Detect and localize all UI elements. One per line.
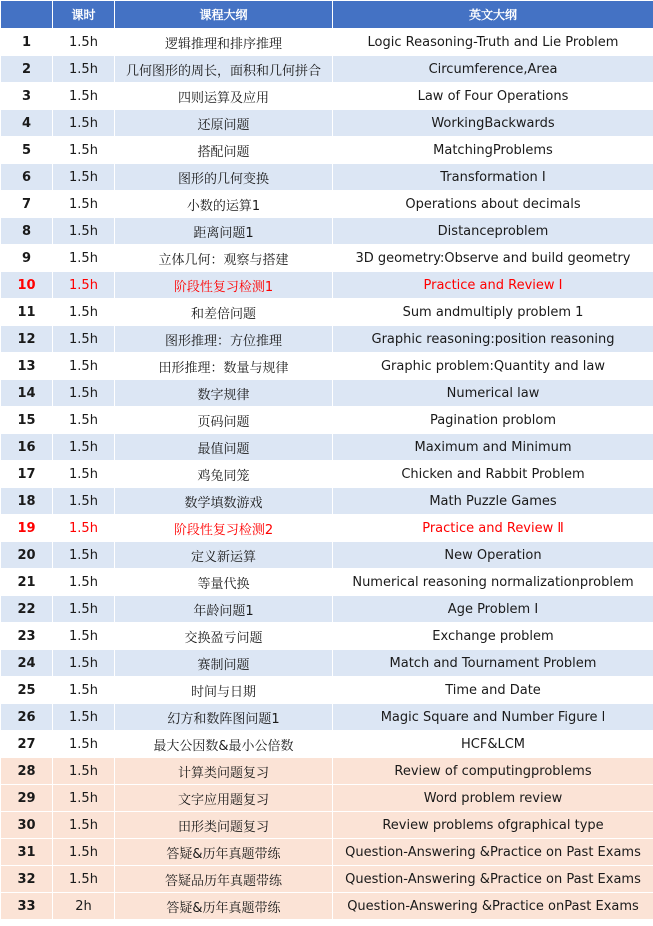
table-row <box>1 488 653 515</box>
row-number-cell: 14 <box>1 380 53 407</box>
english-outline-cell: Numerical law <box>333 380 653 407</box>
hours-cell: 1.5h <box>53 515 115 542</box>
chinese-outline-cell: 定义新运算 <box>115 542 333 569</box>
chinese-outline-cell: 鸡兔同笼 <box>115 461 333 488</box>
english-outline-cell: Practice and Review I <box>333 272 653 299</box>
row-number-cell: 4 <box>1 110 53 137</box>
row-number-cell: 29 <box>1 785 53 812</box>
row-number-cell: 20 <box>1 542 53 569</box>
hours-cell: 1.5h <box>53 542 115 569</box>
table-row <box>1 245 653 272</box>
row-number-cell: 1 <box>1 29 53 56</box>
header-chinese-outline: 课程大纲 <box>115 1 333 29</box>
chinese-outline-cell: 等量代换 <box>115 569 333 596</box>
row-number-cell: 2 <box>1 56 53 83</box>
hours-cell: 1.5h <box>53 434 115 461</box>
english-outline-cell: Graphic problem:Quantity and law <box>333 353 653 380</box>
row-number-cell: 8 <box>1 218 53 245</box>
chinese-outline-cell: 答疑&历年真题带练 <box>115 893 333 920</box>
hours-cell: 1.5h <box>53 623 115 650</box>
english-outline-cell: Time and Date <box>333 677 653 704</box>
row-number-cell: 32 <box>1 866 53 893</box>
chinese-outline-cell: 计算类问题复习 <box>115 758 333 785</box>
row-number-cell: 21 <box>1 569 53 596</box>
table-row <box>1 29 653 56</box>
table-row <box>1 623 653 650</box>
table-row <box>1 110 653 137</box>
row-number-cell: 9 <box>1 245 53 272</box>
hours-cell: 1.5h <box>53 218 115 245</box>
english-outline-cell: Transformation I <box>333 164 653 191</box>
chinese-outline-cell: 文字应用题复习 <box>115 785 333 812</box>
chinese-outline-cell: 逻辑推理和排序推理 <box>115 29 333 56</box>
hours-cell: 1.5h <box>53 488 115 515</box>
english-outline-cell: Law of Four Operations <box>333 83 653 110</box>
chinese-outline-cell: 赛制问题 <box>115 650 333 677</box>
hours-cell: 1.5h <box>53 731 115 758</box>
chinese-outline-cell: 距离问题1 <box>115 218 333 245</box>
hours-cell: 1.5h <box>53 677 115 704</box>
hours-cell: 1.5h <box>53 191 115 218</box>
row-number-cell: 24 <box>1 650 53 677</box>
table-row <box>1 434 653 461</box>
english-outline-cell: Operations about decimals <box>333 191 653 218</box>
header-hours: 课时 <box>53 1 115 29</box>
english-outline-cell: Question-Answering &Practice on Past Exams <box>333 866 653 893</box>
english-outline-cell: Circumference,Area <box>333 56 653 83</box>
table-row <box>1 515 653 542</box>
header-english-outline: 英文大纲 <box>333 1 653 29</box>
row-number-cell: 22 <box>1 596 53 623</box>
english-outline-cell: Match and Tournament Problem <box>333 650 653 677</box>
chinese-outline-cell: 图形推理：方位推理 <box>115 326 333 353</box>
hours-cell: 1.5h <box>53 380 115 407</box>
header-number <box>1 1 53 29</box>
table-row <box>1 272 653 299</box>
hours-cell: 1.5h <box>53 839 115 866</box>
english-outline-cell: Question-Answering &Practice on Past Exams <box>333 839 653 866</box>
chinese-outline-cell: 阶段性复习检测2 <box>115 515 333 542</box>
hours-cell: 1.5h <box>53 164 115 191</box>
hours-cell: 1.5h <box>53 353 115 380</box>
row-number-cell: 7 <box>1 191 53 218</box>
hours-cell: 1.5h <box>53 866 115 893</box>
english-outline-cell: Graphic reasoning:position reasoning <box>333 326 653 353</box>
chinese-outline-cell: 田形推理：数量与规律 <box>115 353 333 380</box>
table-row <box>1 704 653 731</box>
chinese-outline-cell: 交换盈亏问题 <box>115 623 333 650</box>
english-outline-cell: Magic Square and Number Figure l <box>333 704 653 731</box>
table-row <box>1 461 653 488</box>
english-outline-cell: Review of computingproblems <box>333 758 653 785</box>
table-row <box>1 326 653 353</box>
table-row <box>1 137 653 164</box>
table-row <box>1 407 653 434</box>
chinese-outline-cell: 年龄问题1 <box>115 596 333 623</box>
row-number-cell: 17 <box>1 461 53 488</box>
chinese-outline-cell: 答疑&历年真题带练 <box>115 839 333 866</box>
chinese-outline-cell: 答疑品历年真题带练 <box>115 866 333 893</box>
row-number-cell: 13 <box>1 353 53 380</box>
table-row <box>1 164 653 191</box>
row-number-cell: 16 <box>1 434 53 461</box>
chinese-outline-cell: 小数的运算1 <box>115 191 333 218</box>
hours-cell: 1.5h <box>53 29 115 56</box>
english-outline-cell: Practice and Review Ⅱ <box>333 515 653 542</box>
chinese-outline-cell: 数字规律 <box>115 380 333 407</box>
chinese-outline-cell: 最大公因数&最小公倍数 <box>115 731 333 758</box>
english-outline-cell: Numerical reasoning normalizationproblem <box>333 569 653 596</box>
hours-cell: 1.5h <box>53 83 115 110</box>
table-row <box>1 650 653 677</box>
english-outline-cell: Maximum and Minimum <box>333 434 653 461</box>
table-row <box>1 596 653 623</box>
chinese-outline-cell: 幻方和数阵图问题1 <box>115 704 333 731</box>
chinese-outline-cell: 最值问题 <box>115 434 333 461</box>
table-row <box>1 83 653 110</box>
chinese-outline-cell: 数学填数游戏 <box>115 488 333 515</box>
row-number-cell: 28 <box>1 758 53 785</box>
row-number-cell: 30 <box>1 812 53 839</box>
hours-cell: 1.5h <box>53 785 115 812</box>
english-outline-cell: Age Problem I <box>333 596 653 623</box>
hours-cell: 1.5h <box>53 461 115 488</box>
row-number-cell: 31 <box>1 839 53 866</box>
hours-cell: 1.5h <box>53 326 115 353</box>
hours-cell: 1.5h <box>53 812 115 839</box>
table-row <box>1 866 653 893</box>
chinese-outline-cell: 图形的几何变换 <box>115 164 333 191</box>
english-outline-cell: New Operation <box>333 542 653 569</box>
table-row <box>1 677 653 704</box>
hours-cell: 1.5h <box>53 569 115 596</box>
row-number-cell: 15 <box>1 407 53 434</box>
table-row <box>1 812 653 839</box>
chinese-outline-cell: 还原问题 <box>115 110 333 137</box>
english-outline-cell: WorkingBackwards <box>333 110 653 137</box>
table-row <box>1 758 653 785</box>
english-outline-cell: HCF&LCM <box>333 731 653 758</box>
chinese-outline-cell: 阶段性复习检测1 <box>115 272 333 299</box>
chinese-outline-cell: 和差倍问题 <box>115 299 333 326</box>
row-number-cell: 33 <box>1 893 53 920</box>
hours-cell: 1.5h <box>53 704 115 731</box>
row-number-cell: 5 <box>1 137 53 164</box>
chinese-outline-cell: 几何图形的周长，面积和几何拼合 <box>115 56 333 83</box>
english-outline-cell: Pagination problom <box>333 407 653 434</box>
hours-cell: 1.5h <box>53 137 115 164</box>
table-row <box>1 839 653 866</box>
english-outline-cell: Math Puzzle Games <box>333 488 653 515</box>
english-outline-cell: 3D geometry:Observe and build geometry <box>333 245 653 272</box>
english-outline-cell: Logic Reasoning-Truth and Lie Problem <box>333 29 653 56</box>
table-row <box>1 893 653 920</box>
chinese-outline-cell: 时间与日期 <box>115 677 333 704</box>
table-row <box>1 380 653 407</box>
table-row <box>1 569 653 596</box>
row-number-cell: 12 <box>1 326 53 353</box>
row-number-cell: 3 <box>1 83 53 110</box>
row-number-cell: 11 <box>1 299 53 326</box>
chinese-outline-cell: 搭配问题 <box>115 137 333 164</box>
hours-cell: 1.5h <box>53 407 115 434</box>
hours-cell: 1.5h <box>53 650 115 677</box>
english-outline-cell: Word problem review <box>333 785 653 812</box>
english-outline-cell: Exchange problem <box>333 623 653 650</box>
hours-cell: 1.5h <box>53 272 115 299</box>
english-outline-cell: MatchingProblems <box>333 137 653 164</box>
english-outline-cell: Question-Answering &Practice onPast Exams <box>333 893 653 920</box>
english-outline-cell: Chicken and Rabbit Problem <box>333 461 653 488</box>
table-row <box>1 218 653 245</box>
chinese-outline-cell: 四则运算及应用 <box>115 83 333 110</box>
hours-cell: 1.5h <box>53 758 115 785</box>
table-body <box>1 29 653 920</box>
hours-cell: 1.5h <box>53 596 115 623</box>
table-row <box>1 353 653 380</box>
hours-cell: 1.5h <box>53 299 115 326</box>
row-number-cell: 18 <box>1 488 53 515</box>
hours-cell: 1.5h <box>53 110 115 137</box>
table-row <box>1 299 653 326</box>
table-row <box>1 785 653 812</box>
row-number-cell: 6 <box>1 164 53 191</box>
chinese-outline-cell: 页码问题 <box>115 407 333 434</box>
row-number-cell: 19 <box>1 515 53 542</box>
english-outline-cell: Review problems ofgraphical type <box>333 812 653 839</box>
row-number-cell: 27 <box>1 731 53 758</box>
hours-cell: 1.5h <box>53 56 115 83</box>
table-row <box>1 191 653 218</box>
row-number-cell: 23 <box>1 623 53 650</box>
chinese-outline-cell: 立体几何：观察与搭建 <box>115 245 333 272</box>
hours-cell: 1.5h <box>53 245 115 272</box>
row-number-cell: 26 <box>1 704 53 731</box>
table-header <box>1 1 653 29</box>
table-row <box>1 731 653 758</box>
header-row <box>1 1 653 29</box>
table-row <box>1 542 653 569</box>
row-number-cell: 25 <box>1 677 53 704</box>
table-row <box>1 56 653 83</box>
english-outline-cell: Sum andmultiply problem 1 <box>333 299 653 326</box>
chinese-outline-cell: 田形类问题复习 <box>115 812 333 839</box>
hours-cell: 2h <box>53 893 115 920</box>
english-outline-cell: Distanceproblem <box>333 218 653 245</box>
row-number-cell: 10 <box>1 272 53 299</box>
